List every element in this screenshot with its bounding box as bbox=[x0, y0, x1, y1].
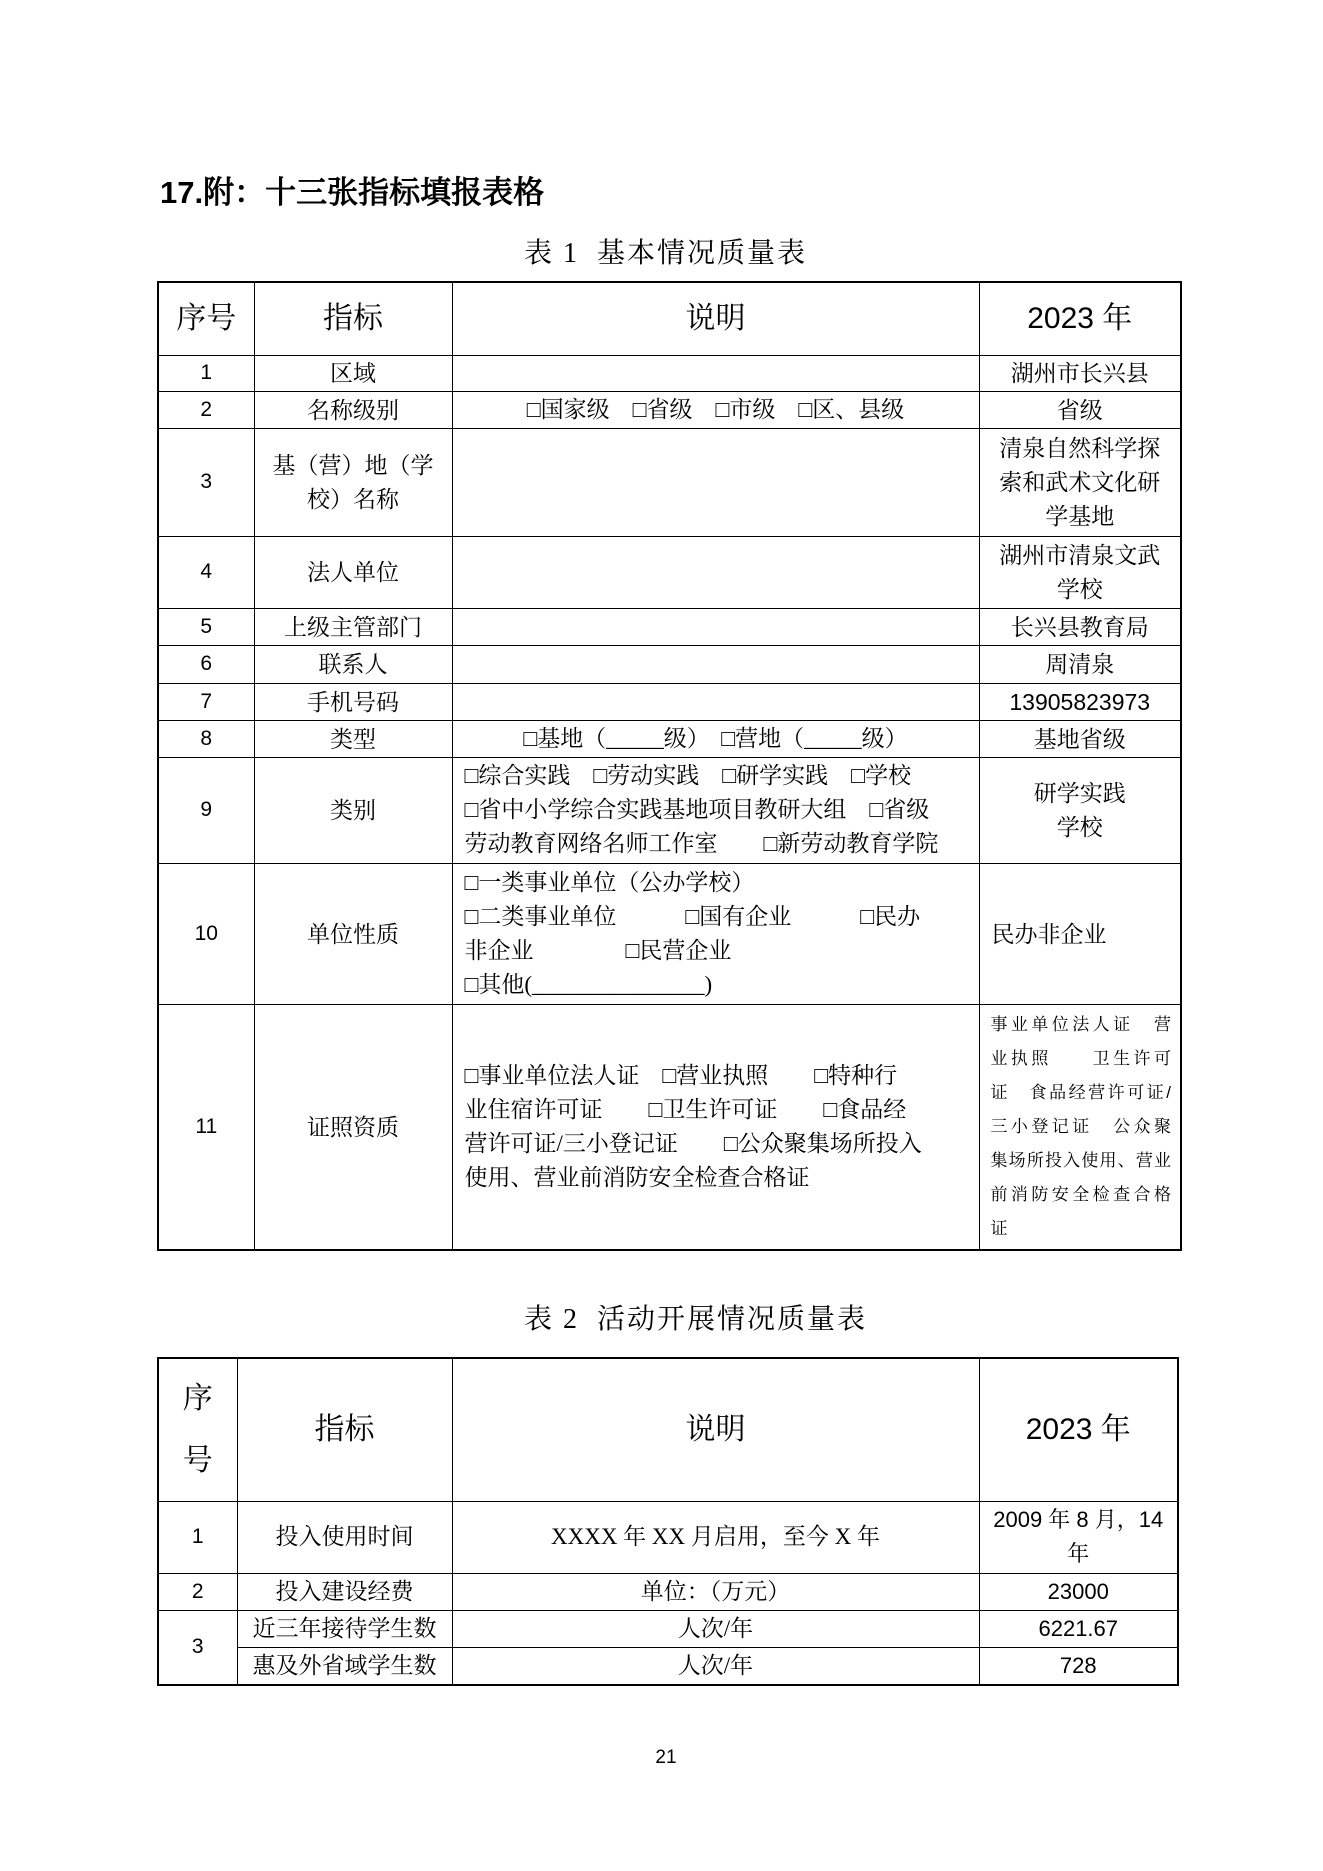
table1-row-5-value: 长兴县教育局 bbox=[979, 608, 1181, 645]
value-line: 学基地 bbox=[1045, 503, 1115, 529]
table1-row-11-value bbox=[979, 1004, 1181, 1250]
table2-row-2-value: 23000 bbox=[979, 1573, 1178, 1610]
table2-activity bbox=[157, 1357, 1179, 1686]
table1-caption: 表 1 基本情况质量表 bbox=[524, 238, 808, 269]
table-row bbox=[158, 391, 1181, 428]
table2-row-3b-indicator: 惠及外省域学生数 bbox=[237, 1647, 452, 1685]
page-number: 21 bbox=[655, 1747, 677, 1768]
table1-row-1-value: 湖州市长兴县 bbox=[979, 355, 1181, 391]
table1-row-4-index: 4 bbox=[158, 536, 254, 608]
table1-row-6-indicator: 联系人 bbox=[254, 645, 452, 683]
value-line: 证 食品经营许可证/ bbox=[990, 1082, 1171, 1102]
table1-row-3-index: 3 bbox=[158, 428, 254, 536]
table1-row-11-explanation bbox=[452, 1004, 979, 1250]
table1-row-2-index: 2 bbox=[158, 391, 254, 428]
table2-row-3b-value: 728 bbox=[979, 1647, 1178, 1685]
table2-header-value: 2023 年 bbox=[979, 1358, 1178, 1501]
table-row bbox=[158, 757, 1181, 863]
table1-row-2-value: 省级 bbox=[979, 391, 1181, 428]
value-line: 业执照 卫生许可 bbox=[990, 1048, 1171, 1068]
table1-row-10-value: 民办非企业 bbox=[979, 863, 1181, 1004]
table1-header-explanation: 说明 bbox=[452, 282, 979, 355]
table1-row-10-index: 10 bbox=[158, 863, 254, 1004]
value-line: 事业单位法人证 营 bbox=[990, 1014, 1171, 1034]
table1-row-7-explanation bbox=[452, 683, 979, 720]
table1-row-11-indicator: 证照资质 bbox=[254, 1004, 452, 1250]
table2-row-2-indicator: 投入建设经费 bbox=[237, 1573, 452, 1610]
value-line: 学校 bbox=[1056, 576, 1103, 602]
table-row bbox=[158, 1501, 1178, 1573]
table-row bbox=[158, 536, 1181, 608]
table1-row-1-index: 1 bbox=[158, 355, 254, 391]
table2-row-2-explanation: 单位：（万元） bbox=[452, 1573, 979, 1610]
table2-header-indicator: 指标 bbox=[237, 1358, 452, 1501]
table1-row-9-index: 9 bbox=[158, 757, 254, 863]
table1-row-4-value bbox=[979, 536, 1181, 608]
table1-row-2-explanation: □国家级 □省级 □市级 □区、县级 bbox=[452, 391, 979, 428]
table1-row-3-indicator bbox=[254, 428, 452, 536]
table2-row-3a-explanation: 人次/年 bbox=[452, 1610, 979, 1647]
header-char: 序 bbox=[182, 1381, 213, 1415]
value-line: 集场所投入使用、营业 bbox=[990, 1150, 1171, 1170]
table1-header-index: 序号 bbox=[158, 282, 254, 355]
table1-row-3-explanation bbox=[452, 428, 979, 536]
table1-row-1-indicator: 区域 bbox=[254, 355, 452, 391]
table1-row-2-indicator: 名称级别 bbox=[254, 391, 452, 428]
table1-row-6-value: 周清泉 bbox=[979, 645, 1181, 683]
table2-row-2-index: 2 bbox=[158, 1573, 237, 1610]
table2-row-3a-value: 6221.67 bbox=[979, 1610, 1178, 1647]
table2-header-index bbox=[158, 1358, 237, 1501]
explanation-line: □一类事业单位（公办学校） bbox=[464, 869, 755, 895]
table2-row-1-explanation: XXXX 年 XX 月启用，至今 X 年 bbox=[452, 1501, 979, 1573]
table1-row-7-value: 13905823973 bbox=[979, 683, 1181, 720]
table1-row-8-indicator: 类型 bbox=[254, 720, 452, 757]
value-line: 前消防安全检查合格 bbox=[990, 1184, 1171, 1204]
table-row bbox=[158, 1004, 1181, 1250]
table2-row-3a-indicator: 近三年接待学生数 bbox=[237, 1610, 452, 1647]
table1-header-row bbox=[158, 282, 1181, 355]
table1-basic-info bbox=[157, 281, 1182, 1251]
table2-row-3b-explanation: 人次/年 bbox=[452, 1647, 979, 1685]
table-row bbox=[158, 645, 1181, 683]
table1-row-8-index: 8 bbox=[158, 720, 254, 757]
table-row bbox=[158, 720, 1181, 757]
table-row bbox=[158, 683, 1181, 720]
explanation-line: 营许可证/三小登记证 □公众聚集场所投入 bbox=[464, 1130, 922, 1156]
value-line: 2009 年 8 月，14 bbox=[993, 1507, 1164, 1532]
explanation-line: 业住宿许可证 □卫生许可证 □食品经 bbox=[464, 1096, 907, 1122]
table1-row-10-indicator: 单位性质 bbox=[254, 863, 452, 1004]
explanation-line: □省中小学综合实践基地项目教研大组 □省级 bbox=[464, 797, 930, 822]
table2-header-explanation: 说明 bbox=[452, 1358, 979, 1501]
explanation-line: □事业单位法人证 □营业执照 □特种行 bbox=[464, 1062, 898, 1088]
table1-row-1-explanation bbox=[452, 355, 979, 391]
table2-row-1-indicator: 投入使用时间 bbox=[237, 1501, 452, 1573]
table-row bbox=[158, 428, 1181, 536]
table2-header-row bbox=[158, 1358, 1178, 1501]
table1-row-7-indicator: 手机号码 bbox=[254, 683, 452, 720]
value-line: 证 bbox=[990, 1218, 1008, 1238]
indicator-line: 基（营）地（学 bbox=[272, 452, 434, 478]
indicator-line: 校）名称 bbox=[307, 486, 399, 512]
table-row bbox=[158, 355, 1181, 391]
table1-row-7-index: 7 bbox=[158, 683, 254, 720]
table1-row-5-explanation bbox=[452, 608, 979, 645]
table1-row-9-indicator: 类别 bbox=[254, 757, 452, 863]
explanation-line: □二类事业单位 □国有企业 □民办 bbox=[464, 903, 921, 929]
value-line: 学校 bbox=[1056, 814, 1103, 840]
table1-row-6-index: 6 bbox=[158, 645, 254, 683]
table1-row-10-explanation bbox=[452, 863, 979, 1004]
table1-row-8-explanation: □基地（_____级） □营地（_____级） bbox=[452, 720, 979, 757]
table1-row-5-indicator: 上级主管部门 bbox=[254, 608, 452, 645]
header-char: 号 bbox=[182, 1443, 213, 1477]
table1-row-8-value: 基地省级 bbox=[979, 720, 1181, 757]
table1-row-4-indicator: 法人单位 bbox=[254, 536, 452, 608]
section-heading: 17.附：十三张指标填报表格 bbox=[160, 175, 545, 210]
table1-header-indicator: 指标 bbox=[254, 282, 452, 355]
explanation-line: □综合实践 □劳动实践 □研学实践 □学校 bbox=[464, 763, 912, 788]
table2-row-1-index: 1 bbox=[158, 1501, 237, 1573]
table2-row-1-value bbox=[979, 1501, 1178, 1573]
table1-row-3-value bbox=[979, 428, 1181, 536]
explanation-line: □其他(_______________) bbox=[464, 971, 713, 997]
table1-header-value: 2023 年 bbox=[979, 282, 1181, 355]
table1-row-11-index: 11 bbox=[158, 1004, 254, 1250]
table-row bbox=[158, 1573, 1178, 1610]
table-row bbox=[158, 608, 1181, 645]
table1-row-9-value bbox=[979, 757, 1181, 863]
value-line: 索和武术文化研 bbox=[999, 469, 1161, 495]
value-line: 年 bbox=[1067, 1541, 1090, 1566]
table1-row-6-explanation bbox=[452, 645, 979, 683]
table1-row-9-explanation bbox=[452, 757, 979, 863]
table2-caption: 表 2 活动开展情况质量表 bbox=[524, 1304, 868, 1335]
table2-row-3-index: 3 bbox=[158, 1610, 237, 1685]
value-line: 清泉自然科学探 bbox=[999, 435, 1161, 461]
table1-row-5-index: 5 bbox=[158, 608, 254, 645]
table-row bbox=[158, 1647, 1178, 1685]
explanation-line: 劳动教育网络名师工作室 □新劳动教育学院 bbox=[464, 831, 939, 856]
table-row bbox=[158, 863, 1181, 1004]
table1-row-4-explanation bbox=[452, 536, 979, 608]
value-line: 湖州市清泉文武 bbox=[999, 542, 1161, 568]
explanation-line: 非企业 □民营企业 bbox=[464, 937, 732, 963]
value-line: 研学实践 bbox=[1033, 780, 1126, 806]
table-row bbox=[158, 1610, 1178, 1647]
value-line: 三小登记证 公众聚 bbox=[990, 1116, 1171, 1136]
explanation-line: 使用、营业前消防安全检查合格证 bbox=[464, 1164, 810, 1190]
